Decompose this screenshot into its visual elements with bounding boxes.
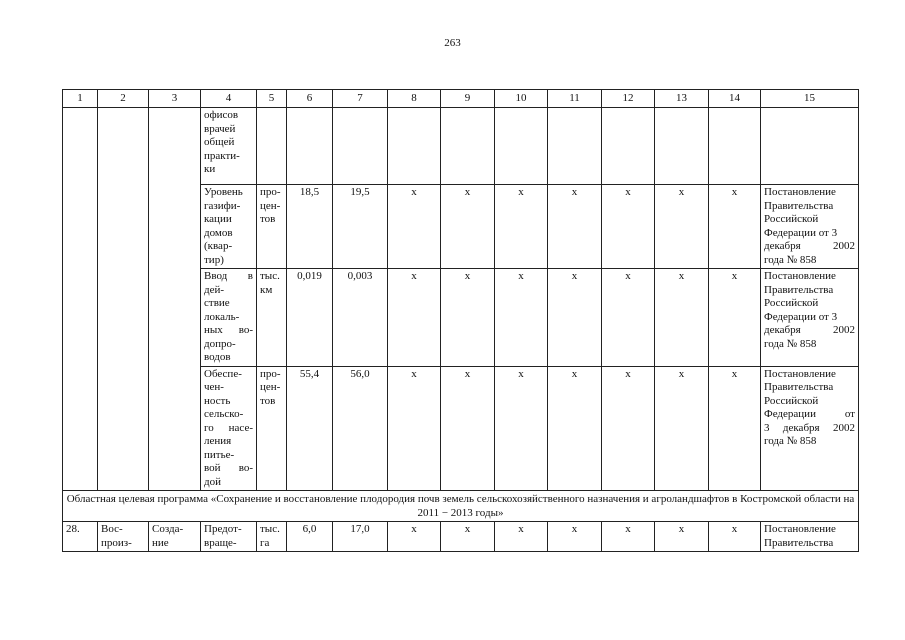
col3-cell-empty [149,108,201,491]
indicator-cell-line: Обеспе- [204,367,242,380]
mark-cell: x [602,366,655,491]
legal-basis-cell [761,366,859,491]
mark-cell: x [388,366,441,491]
mark-cell: x [495,366,548,491]
legal-basis-cell-line: года № 858 [764,337,817,350]
indicator-cell-line: тир) [204,253,224,266]
legal-basis-cell-line: Постановление [764,186,836,198]
indicator-cell-line: ления [204,435,232,447]
column-number-header: 12 [602,90,655,108]
unit-cell-line: км [260,283,273,296]
mark-cell: x [655,185,709,269]
column-number-header: 10 [495,90,548,108]
indicator-cell-line: газифи- [204,199,241,212]
mark-cell: x [388,522,441,552]
legal-basis-cell-line: Российской [764,297,819,309]
legal-basis-cell-line: декабря 2002 [764,240,855,252]
legal-basis-cell-line: Правительства [764,283,834,296]
mark-cell: x [602,269,655,367]
row-number-cell: 28. [63,522,98,552]
indicator-cell-line: врачей [204,122,236,135]
program-banner: Областная целевая программа «Сохранение и восстановление плодородия почв земель сельскохозяйственного назначения и агроландшафтов в Костромской области на 2011 − 2013 годы» [63,491,859,522]
value-col7-cell: 19,5 [333,185,388,269]
legal-basis-cell-line: Российской [764,213,819,225]
unit-cell [257,269,287,367]
indicator-cell-line: ность [204,394,231,407]
unit-cell-line: про- [260,186,281,198]
mark-cell: x [709,269,761,367]
value-col7-cell: 17,0 [333,522,388,552]
column-number-header: 9 [441,90,495,108]
header-row [63,90,859,108]
indicator-cell-line: ных во- [204,324,253,336]
unit-cell-line: тов [260,213,276,225]
indicator-cell-line: водов [204,351,231,363]
col2-cell-line: Вос- [101,523,123,535]
column-number-header: 8 [388,90,441,108]
unit-cell-line: тыс. [260,270,280,282]
mark-cell [602,108,655,185]
legal-basis-cell-line: декабря 2002 [764,324,855,336]
indicator-cell-line: (квар- [204,240,233,252]
legal-basis-cell-line: Правительства [764,199,834,212]
value-2011-cell: 18,5 [287,185,333,269]
value-2011-cell: 55,4 [287,366,333,491]
col3-cell-line: ние [152,536,169,549]
indicator-cell-line: дой [204,475,221,488]
col3-cell [149,522,201,552]
indicator-cell-line: домов [204,226,233,239]
indicator-cell-line: чен- [204,381,224,393]
indicator-cell [201,522,257,552]
indicator-cell-line: Предот- [204,523,242,535]
indicator-cell-line: допро- [204,337,236,350]
unit-cell [257,108,287,185]
legal-basis-cell-line: года № 858 [764,435,817,447]
col2-cell-line: произ- [101,536,132,549]
col2-cell [98,522,149,552]
mark-cell: x [548,269,602,367]
page-number: 263 [444,37,461,49]
program-banner-row [63,491,859,522]
indicator-cell-line: враще- [204,536,237,549]
table-row [63,108,859,185]
unit-cell-line: тыс. [260,523,280,535]
unit-cell-line: цен- [260,381,281,393]
mark-cell: x [388,185,441,269]
column-number-header: 15 [761,90,859,108]
mark-cell [709,108,761,185]
mark-cell: x [709,522,761,552]
mark-cell: x [548,522,602,552]
indicator-cell-line: офисов [204,109,239,121]
indicator-cell-line: локаль- [204,310,240,323]
value-2011-cell: 0,019 [287,269,333,367]
mark-cell: x [388,269,441,367]
mark-cell: x [548,185,602,269]
indicator-cell-line: Уровень [204,186,243,198]
column-number-header: 5 [257,90,287,108]
num-cell-empty [63,108,98,491]
mark-cell: x [655,366,709,491]
column-number-header: 1 [63,90,98,108]
indicator-cell-line: дей- [204,283,225,296]
legal-basis-cell-line: Постановление [764,270,836,282]
unit-cell-line: цен- [260,199,281,212]
column-number-header: 11 [548,90,602,108]
mark-cell: x [602,522,655,552]
mark-cell [495,108,548,185]
legal-basis-cell-line: Постановление [764,367,836,380]
mark-cell: x [441,269,495,367]
table-row [63,522,859,552]
unit-cell-line: тов [260,394,276,407]
mark-cell: x [655,269,709,367]
indicator-cell-line: питье- [204,448,235,461]
mark-cell: x [441,366,495,491]
legal-basis-cell-line: Российской [764,394,819,407]
unit-cell [257,522,287,552]
mark-cell: x [441,185,495,269]
program-table [62,89,859,552]
value-col7-cell: 56,0 [333,366,388,491]
indicator-cell-line: сельско- [204,408,244,420]
unit-cell [257,185,287,269]
indicator-cell-line: ствие [204,297,230,309]
legal-basis-cell [761,522,859,552]
legal-basis-cell-line: Правительства [764,536,834,549]
mark-cell: x [655,522,709,552]
column-number-header: 14 [709,90,761,108]
mark-cell: x [709,185,761,269]
indicator-cell [201,366,257,491]
col2-cell-empty [98,108,149,491]
value-2011-cell: 6,0 [287,522,333,552]
col3-cell-line: Созда- [152,523,184,535]
legal-basis-cell-line: Правительства [764,381,834,393]
legal-basis-cell [761,108,859,185]
indicator-cell [201,269,257,367]
column-number-header: 7 [333,90,388,108]
indicator-cell-line: кации [204,213,232,225]
column-number-header: 4 [201,90,257,108]
unit-cell-line: про- [260,367,281,380]
mark-cell: x [441,522,495,552]
legal-basis-cell-line: 3 декабря 2002 [764,421,855,434]
value-col7-cell: 0,003 [333,269,388,367]
indicator-cell-line: ки [204,163,216,175]
legal-basis-cell-line: Федерации от [764,408,855,420]
legal-basis-cell-line: года № 858 [764,253,817,266]
mark-cell: x [602,185,655,269]
mark-cell: x [709,366,761,491]
mark-cell: x [495,269,548,367]
indicator-cell-line: общей [204,136,235,148]
mark-cell: x [495,185,548,269]
value-2011-cell [287,108,333,185]
indicator-cell-line: го насе- [204,421,253,434]
indicator-cell-line: вой во- [204,462,253,474]
mark-cell: x [548,366,602,491]
column-number-header: 13 [655,90,709,108]
mark-cell [441,108,495,185]
legal-basis-cell [761,185,859,269]
indicator-cell [201,185,257,269]
mark-cell [655,108,709,185]
mark-cell [388,108,441,185]
column-number-header: 6 [287,90,333,108]
column-number-header: 3 [149,90,201,108]
legal-basis-cell-line: Федерации от 3 [764,310,838,323]
legal-basis-cell-line: Федерации от 3 [764,226,838,239]
unit-cell-line: га [260,536,270,549]
unit-cell [257,366,287,491]
legal-basis-cell [761,269,859,367]
indicator-cell-line: Ввод в [204,270,253,282]
legal-basis-cell-line: Постановление [764,523,836,535]
mark-cell [548,108,602,185]
indicator-cell-line: практи- [204,149,240,162]
mark-cell: x [495,522,548,552]
indicator-cell [201,108,257,185]
value-col7-cell [333,108,388,185]
column-number-header: 2 [98,90,149,108]
